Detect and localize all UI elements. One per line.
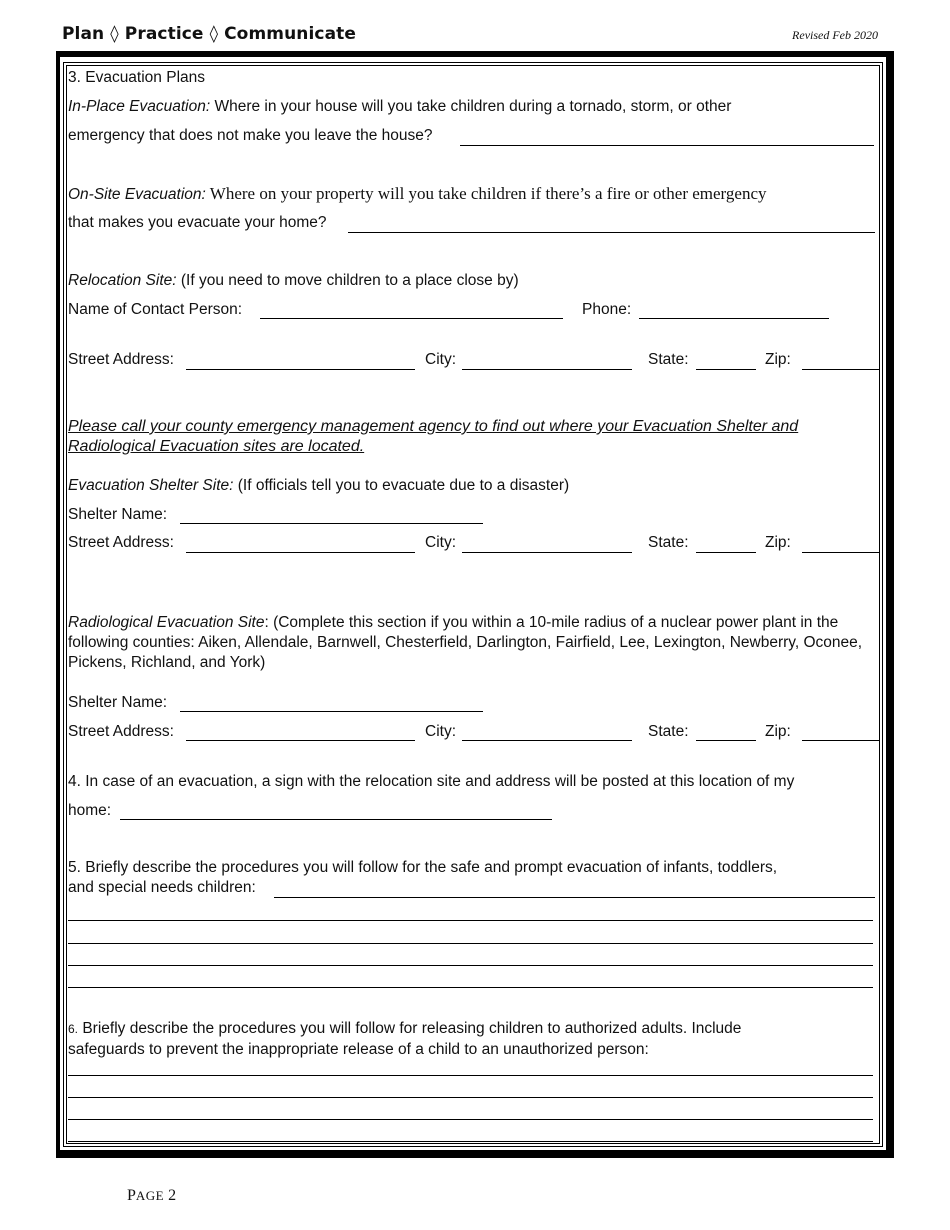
relocation-label: Relocation Site:: [68, 272, 177, 289]
contact-person-label: Name of Contact Person:: [68, 301, 243, 318]
section-3-heading: 3. Evacuation Plans: [68, 69, 206, 86]
relocation-city-label: City:: [425, 351, 456, 368]
radiological-shelter-name-field[interactable]: [180, 711, 483, 712]
shelter-heading: Evacuation Shelter Site: (If officials tell you to evacuate due to a disaster): [68, 477, 570, 494]
radiological-city-label: City:: [425, 723, 456, 740]
relocation-state-field[interactable]: [696, 369, 756, 370]
radiological-zip-label: Zip:: [765, 723, 791, 740]
release-procedures-line[interactable]: [68, 1141, 873, 1142]
radiological-state-field[interactable]: [696, 740, 756, 741]
phone-label: Phone:: [582, 301, 632, 318]
on-site-label: On-Site Evacuation:: [68, 186, 206, 203]
section-6-number: 6.: [68, 1022, 79, 1036]
shelter-name-field[interactable]: [180, 523, 483, 524]
radiological-city-field[interactable]: [462, 740, 632, 741]
radiological-shelter-name-label: Shelter Name:: [68, 694, 168, 711]
radiological-street-label: Street Address:: [68, 723, 174, 740]
shelter-street-field[interactable]: [186, 552, 415, 553]
shelter-name-label: Shelter Name:: [68, 506, 168, 523]
evacuation-procedures-field[interactable]: [274, 897, 875, 898]
page-number: PAGE 2: [127, 1187, 177, 1204]
section-5-question: 5. Briefly describe the procedures you will follow for the safe and prompt evacuation of infants, toddlers,: [68, 859, 778, 876]
sign-location-field[interactable]: [120, 819, 552, 820]
relocation-heading: Relocation Site: (If you need to move children to a place close by): [68, 272, 519, 289]
radiological-state-label: State:: [648, 723, 689, 740]
on-site-answer-field[interactable]: [348, 232, 875, 233]
evacuation-procedures-line[interactable]: [68, 965, 873, 966]
in-place-question: In-Place Evacuation: Where in your house will you take children during a tornado, storm, or other: [68, 98, 732, 115]
relocation-street-field[interactable]: [186, 369, 415, 370]
contact-person-field[interactable]: [260, 318, 563, 319]
section-6-question: 6. Briefly describe the procedures you will follow for releasing children to authorized adults. Include: [68, 1020, 742, 1037]
on-site-question: On-Site Evacuation: Where on your property will you take children if there’s a fire or other emergency: [68, 184, 767, 203]
release-procedures-line[interactable]: [68, 1075, 873, 1076]
in-place-label: In-Place Evacuation:: [68, 98, 211, 115]
relocation-street-label: Street Address:: [68, 351, 174, 368]
radiological-zip-field[interactable]: [802, 740, 880, 741]
section-4-question: 4. In case of an evacuation, a sign with the relocation site and address will be posted at this location of my: [68, 773, 795, 790]
section-4-question-cont: home:: [68, 802, 112, 819]
in-place-answer-field[interactable]: [460, 145, 874, 146]
radiological-street-field[interactable]: [186, 740, 415, 741]
section-6-question-cont: safeguards to prevent the inappropriate release of a child to an unauthorized person:: [68, 1041, 649, 1058]
radiological-heading: Radiological Evacuation Site: (Complete this section if you within a 10-mile radius of a nuclear power plant in the following counties: Aiken, Allendale, Barnwell, Chesterfield, Darlington, Fairfield, Lee, Lexington, Newberry, Oconee, Pickens, Richland, and York): [68, 614, 863, 671]
shelter-zip-label: Zip:: [765, 534, 791, 551]
evacuation-procedures-line[interactable]: [68, 987, 873, 988]
shelter-state-label: State:: [648, 534, 689, 551]
shelter-city-field[interactable]: [462, 552, 632, 553]
relocation-city-field[interactable]: [462, 369, 632, 370]
relocation-state-label: State:: [648, 351, 689, 368]
section-5-question-cont: and special needs children:: [68, 879, 256, 896]
relocation-zip-field[interactable]: [802, 369, 880, 370]
in-place-question-cont: emergency that does not make you leave the house?: [68, 127, 433, 144]
header-title: Plan ◊ Practice ◊ Communicate: [62, 24, 357, 44]
shelter-state-field[interactable]: [696, 552, 756, 553]
on-site-question-cont: that makes you evacuate your home?: [68, 214, 327, 231]
phone-field[interactable]: [639, 318, 829, 319]
shelter-zip-field[interactable]: [802, 552, 880, 553]
revised-date: Revised Feb 2020: [792, 28, 878, 42]
shelter-street-label: Street Address:: [68, 534, 174, 551]
relocation-zip-label: Zip:: [765, 351, 791, 368]
shelter-city-label: City:: [425, 534, 456, 551]
evacuation-procedures-line[interactable]: [68, 920, 873, 921]
release-procedures-line[interactable]: [68, 1119, 873, 1120]
radiological-label: Radiological Evacuation Site: [68, 614, 265, 631]
evacuation-procedures-line[interactable]: [68, 943, 873, 944]
release-procedures-line[interactable]: [68, 1097, 873, 1098]
shelter-site-label: Evacuation Shelter Site:: [68, 477, 234, 494]
county-notice: Please call your county emergency management agency to find out where your Evacuation Shelter and Radiological Evacuation sites are located.: [68, 418, 799, 455]
